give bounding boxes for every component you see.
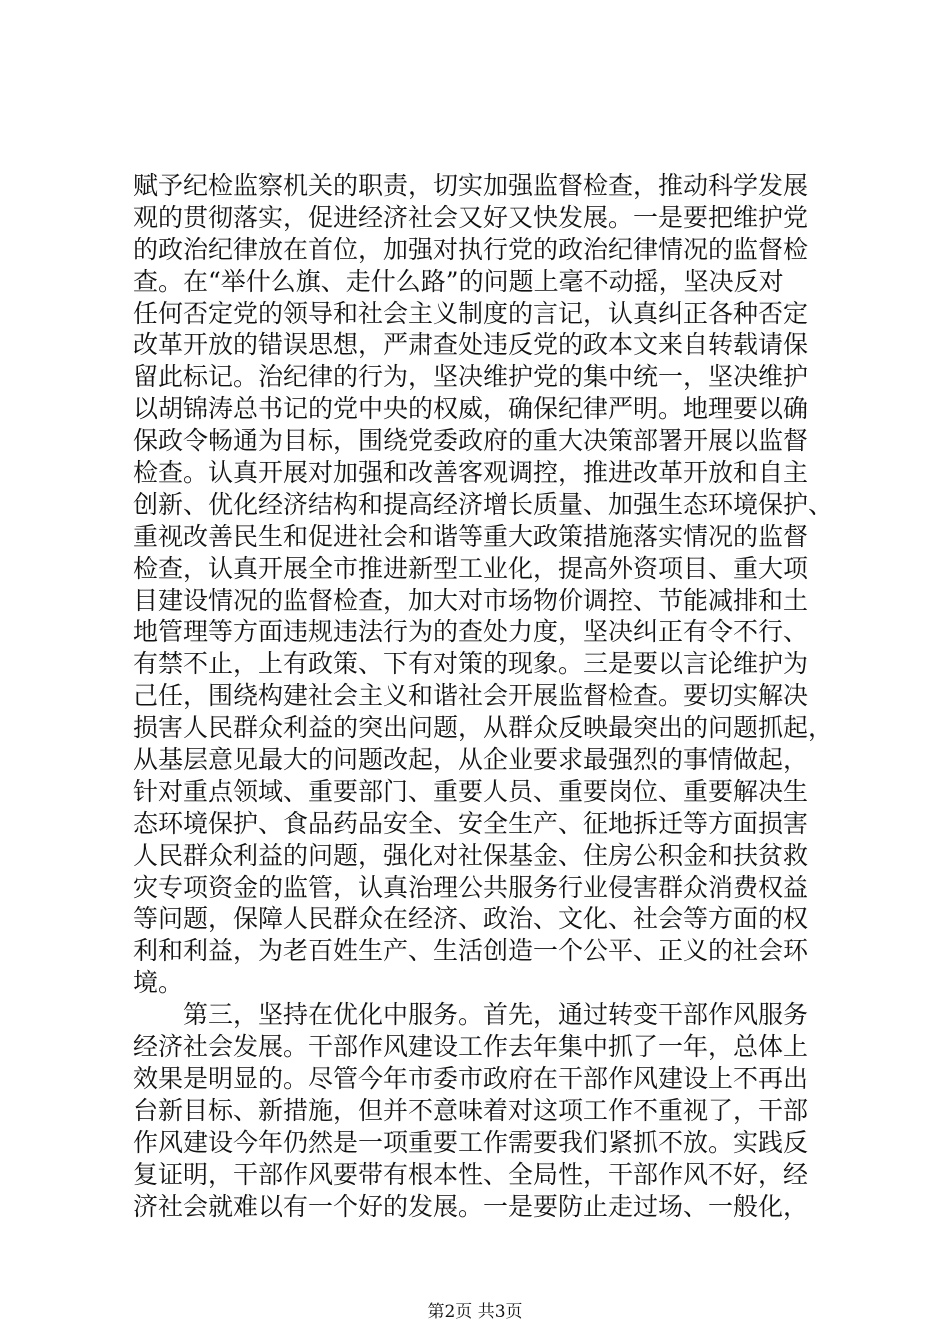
text-line: 查。在“举什么旗、走什么路”的问题上毫不动摇，坚决反对 (133, 266, 784, 296)
text-line: 有禁不止，上有政策、下有对策的现象。三是要以言论维护为 (133, 649, 809, 679)
text-line: 态环境保护、食品药品安全、安全生产、征地拆迁等方面损害 (133, 808, 809, 838)
text-line: 效果是明显的。尽管今年市委市政府在干部作风建设上不再出 (133, 1063, 809, 1093)
text-line: 针对重点领域、重要部门、重要人员、重要岗位、重要解决生 (133, 776, 809, 806)
page-footer: 第2页 共3页 (427, 1302, 523, 1322)
text-line: 保政令畅通为目标，围绕党委政府的重大决策部署开展以监督 (133, 426, 809, 456)
text-line: 目建设情况的监督检查，加大对市场物价调控、节能减排和土 (133, 585, 809, 615)
body-text (133, 170, 833, 1222)
text-line: 任何否定党的领导和社会主义制度的言记，认真纠正各种否定 (133, 298, 809, 328)
text-line: 己任，围绕构建社会主义和谐社会开展监督检查。要切实解决 (133, 681, 809, 711)
text-line: 以胡锦涛总书记的党中央的权威，确保纪律严明。地理要以确 (133, 394, 809, 424)
text-line: 地管理等方面违规违法行为的查处力度，坚决纠正有令不行、 (133, 617, 809, 647)
text-line: 检查，认真开展全市推进新型工业化，提高外资项目、重大项 (133, 553, 809, 583)
text-line: 灾专项资金的监管，认真治理公共服务行业侵害群众消费权益 (133, 872, 809, 902)
text-line: 人民群众利益的问题，强化对社保基金、住房公积金和扶贫救 (133, 840, 809, 870)
text-line: 改革开放的错误思想，严肃查处违反党的政本文来自转载请保 (133, 330, 809, 360)
text-line: 损害人民群众利益的突出问题，从群众反映最突出的问题抓起， (133, 713, 834, 743)
text-line: 重视改善民生和促进社会和谐等重大政策措施落实情况的监督 (133, 521, 809, 551)
text-line: 留此标记。治纪律的行为，坚决维护党的集中统一，坚决维护 (133, 362, 809, 392)
text-line: 复证明，干部作风要带有根本性、全局性，干部作风不好，经 (133, 1159, 809, 1189)
text-line: 检查。认真开展对加强和改善客观调控，推进改革开放和自主 (133, 458, 809, 488)
text-line: 经济社会发展。干部作风建设工作去年集中抓了一年，总体上 (133, 1032, 809, 1062)
text-line: 第三，坚持在优化中服务。首先，通过转变干部作风服务 (133, 1000, 809, 1030)
text-line: 台新目标、新措施，但并不意味着对这项工作不重视了，干部 (133, 1095, 809, 1125)
text-line: 济社会就难以有一个好的发展。一是要防止走过场、一般化， (133, 1191, 809, 1221)
text-line: 的政治纪律放在首位，加强对执行党的政治纪律情况的监督检 (133, 234, 809, 264)
text-line: 作风建设今年仍然是一项重要工作需要我们紧抓不放。实践反 (133, 1127, 809, 1157)
text-line: 创新、优化经济结构和提高经济增长质量、加强生态环境保护、 (133, 489, 834, 519)
text-line: 利和利益，为老百姓生产、生活创造一个公平、正义的社会环 (133, 936, 809, 966)
text-line: 境。 (133, 968, 184, 998)
text-line: 观的贯彻落实，促进经济社会又好又快发展。一是要把维护党 (133, 202, 809, 232)
text-line: 等问题，保障人民群众在经济、政治、文化、社会等方面的权 (133, 904, 809, 934)
text-line: 从基层意见最大的问题改起，从企业要求最强烈的事情做起， (133, 745, 809, 775)
text-line: 赋予纪检监察机关的职责，切实加强监督检查，推动科学发展 (133, 171, 809, 200)
